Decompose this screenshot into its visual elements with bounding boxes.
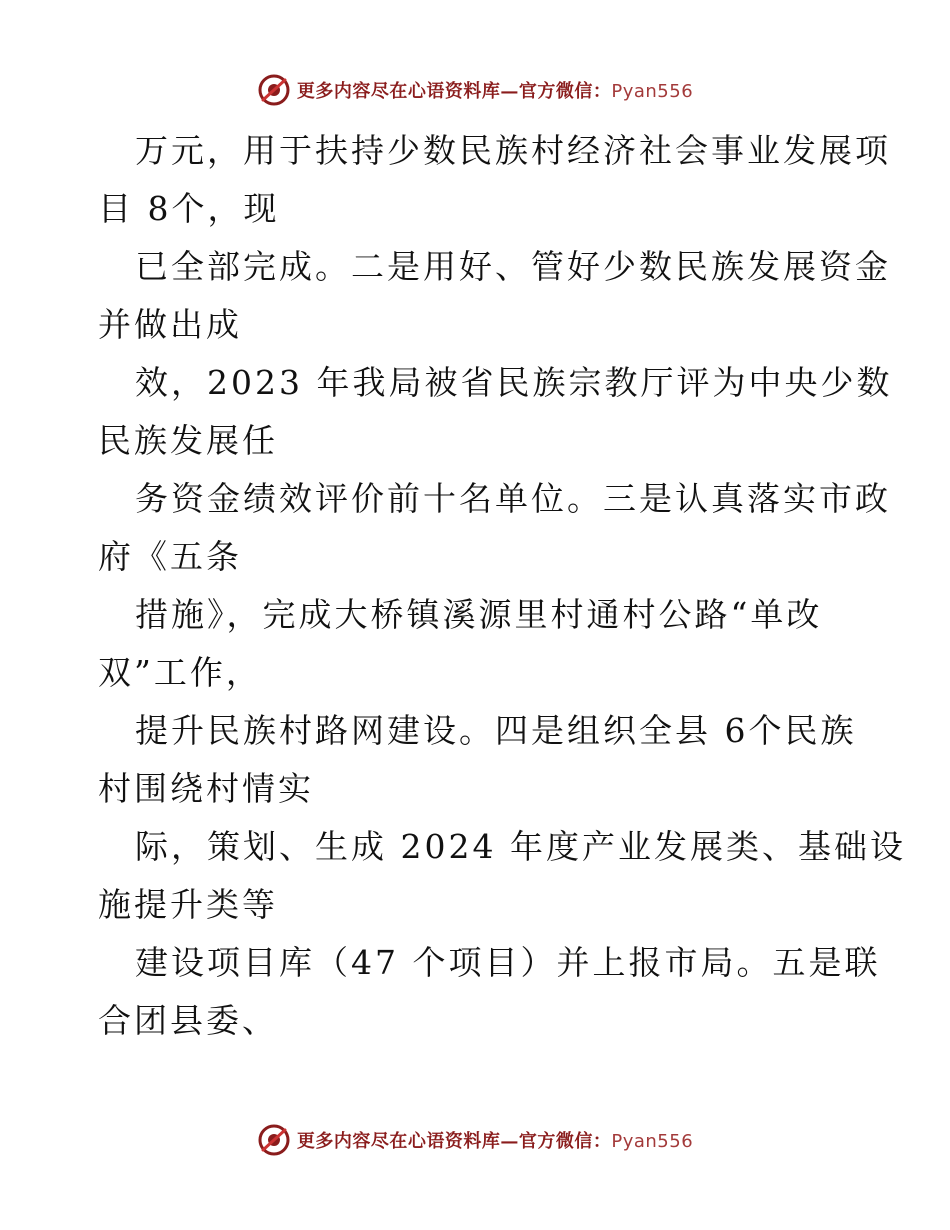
text-line: 措施》，完成大桥镇溪源里村通村公路“单改 bbox=[135, 595, 823, 634]
banner-text bbox=[297, 1127, 693, 1153]
banner-main-text: 更多内容尽在心语资料库—官方微信： bbox=[296, 1131, 612, 1152]
text-line: 施提升类等 bbox=[98, 885, 278, 924]
brand-logo-icon bbox=[257, 73, 291, 107]
banner-wechat-id: Pyan556 bbox=[611, 81, 694, 102]
text-line: 合团县委、 bbox=[98, 1001, 278, 1040]
text-line: 村围绕村情实 bbox=[98, 769, 314, 808]
document-body bbox=[98, 122, 906, 1050]
text-line: 已全部完成。二是用好、管好少数民族发展资金 bbox=[135, 247, 891, 286]
text-line: 双”工作， bbox=[98, 653, 262, 692]
text-line: 际，策划、生成 2024 年度产业发展类、基础设 bbox=[135, 827, 906, 866]
header-banner bbox=[0, 70, 950, 110]
text-line: 目 8个，现 bbox=[98, 189, 280, 228]
brand-logo-icon bbox=[257, 1123, 291, 1157]
text-line: 建设项目库（47 个项目）并上报市局。五是联 bbox=[135, 943, 881, 982]
banner-main-text: 更多内容尽在心语资料库—官方微信： bbox=[296, 81, 612, 102]
text-line: 效，2023 年我局被省民族宗教厅评为中央少数 bbox=[135, 363, 893, 402]
text-line: 务资金绩效评价前十名单位。三是认真落实市政 bbox=[135, 479, 891, 518]
text-line: 提升民族村路网建设。四是组织全县 6个民族 bbox=[135, 711, 857, 750]
footer-banner bbox=[0, 1120, 950, 1160]
banner-wechat-id: Pyan556 bbox=[611, 1131, 694, 1152]
banner-text bbox=[297, 77, 693, 103]
text-line: 民族发展任 bbox=[98, 421, 278, 460]
text-line: 府《五条 bbox=[98, 537, 242, 576]
text-line: 并做出成 bbox=[98, 305, 242, 344]
text-line: 万元，用于扶持少数民族村经济社会事业发展项 bbox=[135, 131, 891, 170]
